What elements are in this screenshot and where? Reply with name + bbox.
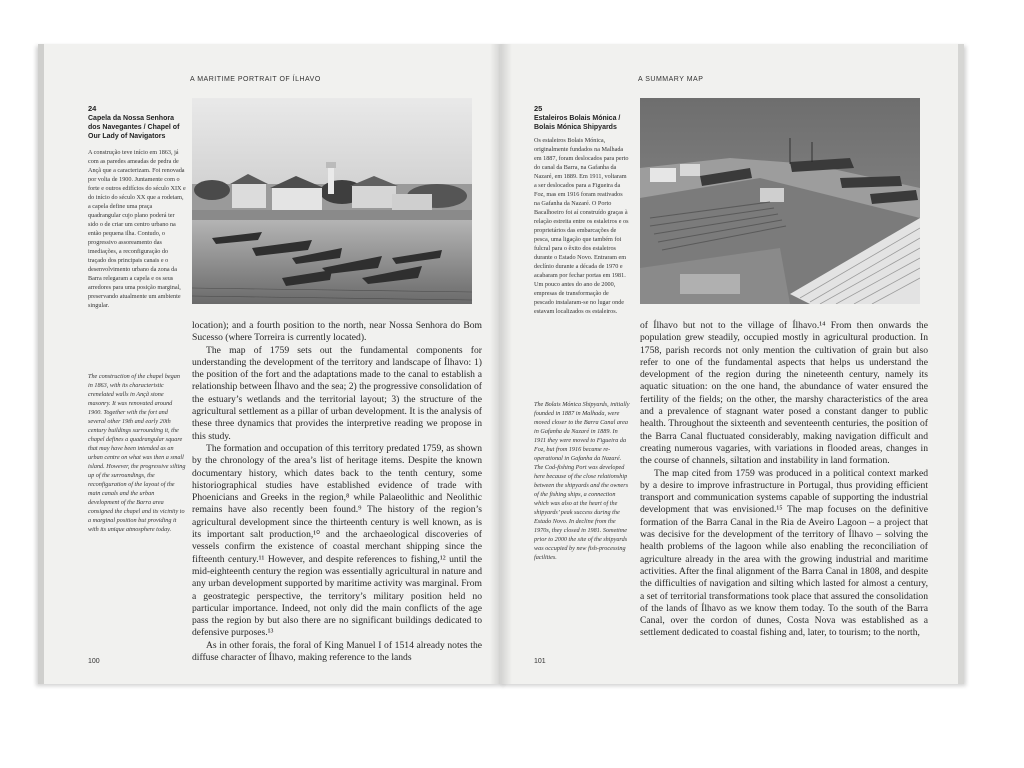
portuguese-caption: Os estaleiros Bolais Mónica, originalmente fundados na Malhada em 1887, foram deslocados para perto do canal da Barra, na Gafanha da Nazaré, em 1889. Em 1911, voltaram a ser deslocados para a Figueira da Foz, mas em 1916 foram reativados na Gafanha da Nazaré. O Porto Bacalhoeiro foi aí construído graças à relação estreita entre os estaleiros e os proprietários das embarcações de pesca, uma ligação que também foi fulcral para o êxito dos estaleiros durante o Estado Novo. Entraram em declínio durante a década de 1970 e acabaram por fechar portas em 1981. Um pouco antes do ano de 2000, empresas de transformação de pescado instalaram-se no lugar onde estavam localizados os estaleiros. [534,137,629,315]
shipyard-aerial-photo [640,98,920,304]
paragraph: As in other forais, the foral of King Manuel I of 1514 already notes the diffuse character of Ílhavo, making reference to the lands [192,639,482,664]
running-head: A MARITIME PORTRAIT OF ÍLHAVO [190,76,321,83]
open-book [38,44,958,684]
right-body-text [640,320,928,640]
page-number: 100 [88,658,100,665]
paragraph: of Ílhavo but not to the village of Ílhavo.¹⁴ From then onwards the population grew steadily, occupied mostly in agricultural production. In 1758, parish records not only mention the cultivation of grain but also refer to one of the fundamental aspects that helps us understand the development of the region during the nineteenth century, namely its aquatic situation: on the one hand, the abundance of water ensured the fertility of the fields; on the other, the marshy characteristics of the area and a prevalence of stagnant water posed a constant danger to public health. Throughout the sixteenth and seventeenth centuries, the position of the Barra Canal fluctuated considerably, making navigation difficult and creating numerous vagaries, with variations in flooded areas, changes in the course of channels, siltation and instability in land formation. [640,320,928,467]
paragraph: The map cited from 1759 was produced in a political context marked by a desire to improve infrastructure in Portugal, thus providing efficient transport and communication systems capable of supporting the industrial development that was envisioned.¹⁵ The map focuses on the definitive formation of the Barra Canal in the Ria de Aveiro Lagoon – a project that was decisive for the development of the territory of Ílhavo – solving the health problems of the lagoon while also enabling the reconciliation of agriculture already in the area with the growing industrial and maritime activities. After the final alignment of the Barra Canal in 1808, and despite the difficulties of navigation and silting which lasted for almost a century, a set of territorial transformations took place that assured the consolidation of the lands of Ílhavo as we know them today. To the south of the Barra Canal, over the cordon of dunes, Costa Nova was established as a settlement dedicated to coastal fishing and, later, to tourism; to the north, [640,467,928,639]
chapel-harbour-image [192,98,472,304]
right-page [500,44,964,684]
entry-number: 25 [534,104,543,113]
paragraph: The formation and occupation of this territory predated 1759, as shown by the chronology of the area’s list of heritage items. Despite the known documentary history, which dates back to the tenth century, some historiographical studies have established evidence of trade with Phoenicians and Greeks in the region,⁸ while Palaeolithic and Neolithic remains have also recently been found.⁹ The history of the region’s agricultural development since the thirteenth century is well known, as is its important salt production,¹⁰ and the archaeological discoveries of vessels confirm the existence of coastal merchant shipping since the fifteenth century.¹¹ However, and despite references to fishing,¹² until the mid-eighteenth century the region was essentially agricultural in nature and any urban development supported by maritime activity was marginal. From a geostrategic perspective, the territory’s military position held no particular importance. Indeed, not only did the main conflicts of the age pass the region by but also there are no significant buildings dedicated to defensive purposes.¹³ [192,442,482,639]
left-page [38,44,506,684]
page-number: 101 [534,658,546,665]
running-head: A SUMMARY MAP [638,76,704,83]
chapel-harbour-photo [192,98,472,304]
entry-title: Capela da Nossa Senhora dos Navegantes / Chapel of Our Lady of Navigators [88,115,180,140]
left-body-text [192,320,482,664]
english-caption: The Bolais Mónica Shipyards, initially founded in 1887 in Malhada, were moved closer to the Barra Canal area in Gafanha da Nazaré in 1889. In 1911 they were moved to Figueira da Foz, but from 1916 became re-operational in Gafanha da Nazaré. The Cod-fishing Port was developed here because of the close relationship between the shipyards and the owners of the fishing ships, a connection which was also at the heart of the shipyards’ peak success during the Estado Novo. In decline from the 1970s, they closed in 1981. Sometime prior to 2000 the site of the shipyards was occupied by new fish-processing facilities. [534,401,630,561]
entry-title: Estaleiros Bolais Mónica / Bolais Mónica Shipyards [534,115,621,131]
paragraph: location); and a fourth position to the north, near Nossa Senhora do Bom Sucesso (where Torreira is currently located). [192,320,482,344]
entry-number: 24 [88,104,97,113]
paragraph: The map of 1759 sets out the fundamental components for understanding the development of the territory and landscape of Ílhavo: 1) the position of the fort and the adaptations made to the canal to establish a relationship between Ílhavo and the sea; 2) the progressive consolidation of the estuary’s wetlands and the territorial layout; 3) the structure of the agricultural settlement as a pillar of urban development. It is the analysis of these three dynamics that provides the interpretive reading we propose in this study. [192,344,482,442]
portuguese-caption: A construção teve início em 1863, já com as paredes ameadas de pedra de Ançã que a caracterizam. Foi renovada por volta de 1900. Juntamente com o forte e outros edifícios do século XIX e do início do século XX que a rodeiam, a capela define uma praça quadrangular cujo plano poderá ter sido o de criar um centro urbano na então pequena ilha. Contudo, o progressivo assoreamento das imediações, a reconfiguração do traçado dos principais canais e o desenvolvimento urbano da zona da Barra relegaram a capela e os seus arredores para uma posição marginal, preservando atualmente um ambiente singular. [88,149,186,309]
english-caption: The construction of the chapel began in 1863, with its characteristic crenelated walls in Ançã stone masonry. It was renovated around 1900. Together with the fort and several other 19th and early 20th century buildings surrounding it, the chapel defines a quadrangular square that may have been intended as an urban centre on what was then a small island. However, the progressive silting up of the surroundings, the reconfiguration of the layout of the main canals and the urban development of the Barra area consigned the chapel and its vicinity to a marginal position but providing it with its unique atmosphere today. [88,373,186,533]
book-gutter [490,44,512,684]
shipyard-aerial-image [640,98,920,304]
